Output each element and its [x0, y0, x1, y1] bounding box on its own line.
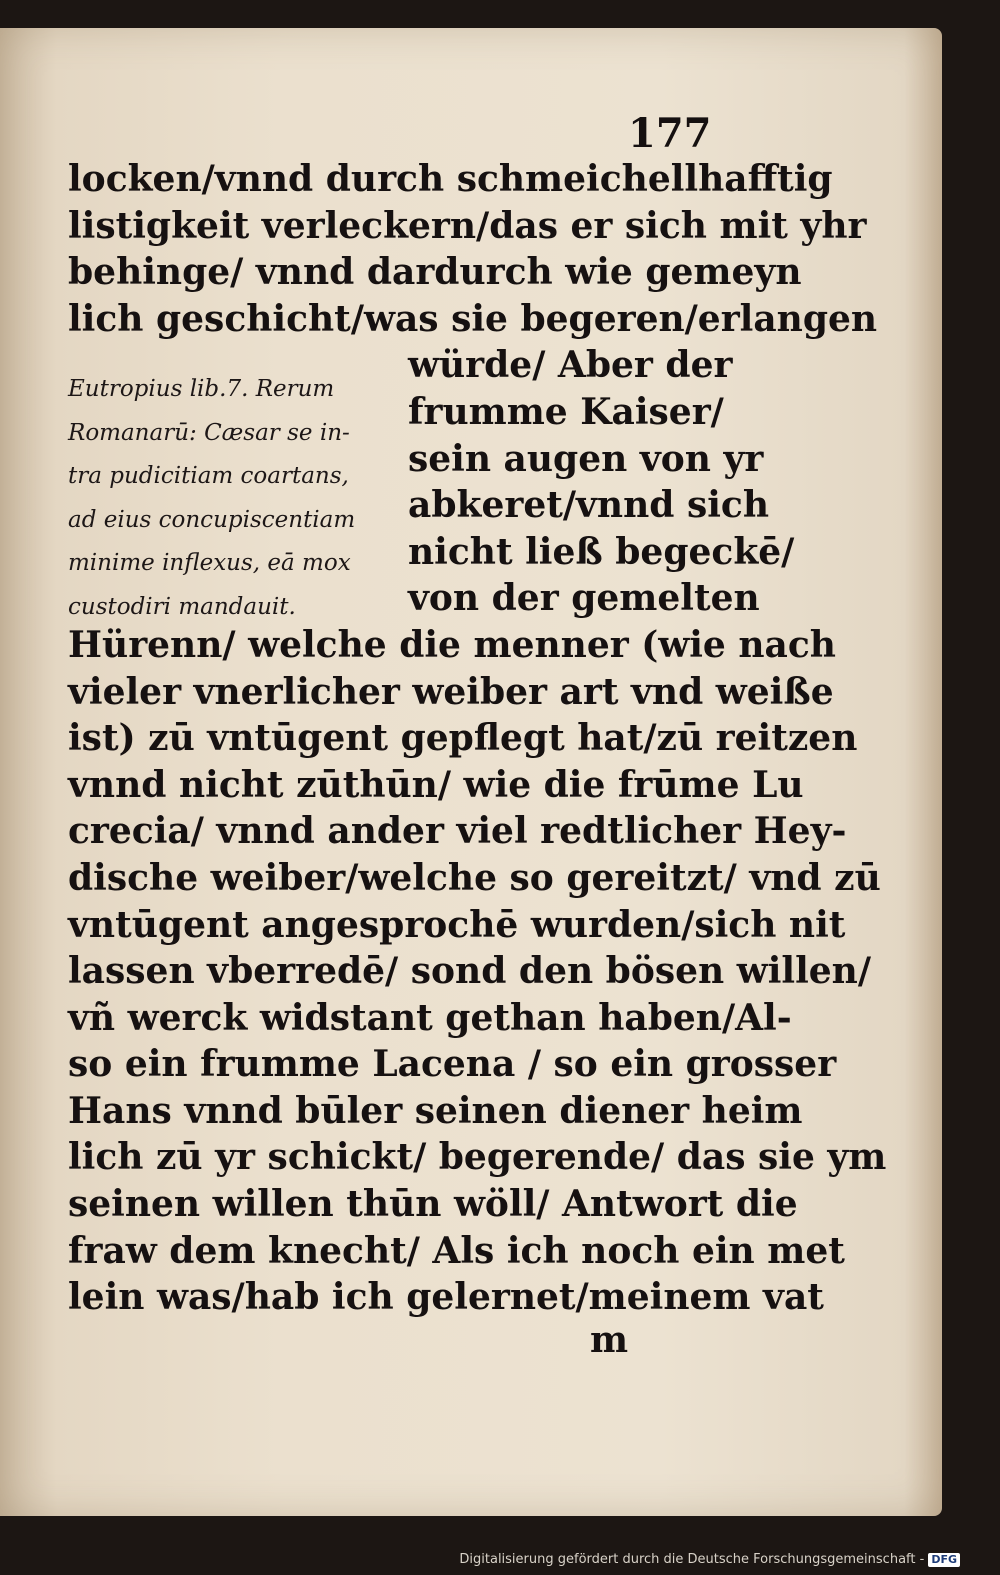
dfg-logo: DFG [928, 1553, 960, 1567]
margin-note-line: tra pudicitiam coartans, [68, 463, 349, 489]
text-line: locken/vnnd durch schmeichellhafftig [68, 158, 833, 200]
text-line-beside-note: frumme Kaiser/ [408, 390, 724, 433]
text-line: Hürenn/ welche die menner (wie nach [68, 623, 836, 666]
main-text [68, 156, 887, 1321]
text-line-beside-note: von der gemelten [408, 577, 760, 620]
margin-note-line: custodiri mandauit. [68, 593, 296, 620]
credit-text: Digitalisierung gefördert durch die Deutsche Forschungsgemeinschaft - [459, 1552, 925, 1567]
text-line-beside-note: würde/ Aber der [408, 344, 733, 387]
text-line: vñ werck widstant gethan haben/Al- [68, 996, 792, 1039]
margin-note-line: Eutropius lib.7. Rerum [68, 376, 335, 402]
page-number: 177 [628, 110, 712, 157]
text-line: vieler vnerlicher weiber art vnd weiße [68, 670, 834, 713]
margin-note-line: minime inflexus, eā mox [68, 550, 351, 576]
text-line: vnnd nicht zūthūn/ wie die frūme Lu [68, 763, 804, 806]
text-line: seinen willen thūn wöll/ Antwort die [68, 1183, 798, 1226]
text-line: lich zū yr schickt/ begerende/ das sie ym [68, 1136, 887, 1179]
text-line: lein was/hab ich gelernet/meinem vat [68, 1276, 824, 1319]
text-line: lassen vberredē/ sond den bösen willen/ [68, 950, 871, 993]
book-page [0, 28, 942, 1516]
text-line: fraw dem knecht/ Als ich noch ein met [68, 1229, 845, 1272]
text-line: Hans vnnd būler seinen diener heim [68, 1089, 803, 1132]
text-line-beside-note: nicht ließ begeckē/ [408, 530, 795, 573]
text-line: so ein frumme Lacena / so ein grosser [68, 1043, 837, 1086]
text-line-beside-note: abkeret/vnnd sich [408, 484, 770, 527]
text-line: dische weiber/welche so gereitzt/ vnd zū [68, 856, 881, 899]
catchword: m [590, 1319, 629, 1361]
text-line: ist) zū vntūgent gepflegt hat/zū reitzen [68, 717, 858, 760]
margin-note-line: Romanarū: Cæsar se in- [68, 419, 350, 446]
text-line: vntūgent angesprochē wurden/sich nit [68, 903, 846, 946]
text-line: behinge/ vnnd dardurch wie gemeyn [68, 251, 802, 294]
text-line: lich geschicht/was sie begeren/erlangen [68, 297, 878, 340]
margin-note [68, 368, 398, 629]
text-line-beside-note: sein augen von yr [408, 437, 764, 480]
text-line: listigkeit verleckern/das er sich mit yhr [68, 204, 867, 247]
text-line: crecia/ vnnd ander viel redtlicher Hey- [68, 810, 847, 853]
digitization-credit [459, 1551, 960, 1569]
margin-note-line: ad eius concupiscentiam [68, 506, 356, 533]
